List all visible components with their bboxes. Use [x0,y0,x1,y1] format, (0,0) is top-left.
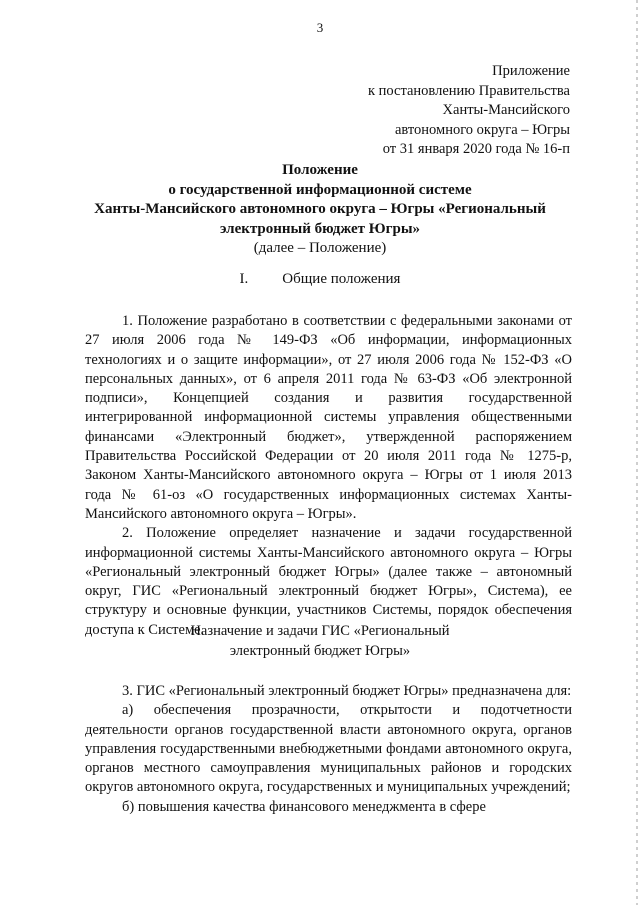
document-title [0,161,640,259]
title-line: Положение [282,162,358,178]
paragraph: 2. Положение определяет назначение и задачи государственной информационной системы Ханты-Мансийского автономного округа – Югры «Региональный электронный бюджет Югры» (далее также – автономный округ, ГИС «Региональный электронный бюджет Югры», Система), ее структуру и основные функции, участников Системы, порядок обеспечения доступа к Системе. [85,525,572,638]
section-title: Общие положения [282,271,401,287]
title-line: Ханты-Мансийского автономного округа – Югры «Региональный [94,201,546,217]
appendix-line: от 31 января 2020 года № 16-п [382,141,570,157]
paragraph: 3. ГИС «Региональный электронный бюджет Югры» предназначена для: [122,683,572,699]
list-item: а) обеспечения прозрачности, открытости и подотчетности деятельности органов государственной власти автономного округа, органов управления государственными внебюджетными фондами автономного округа, органов местного самоуправления муниципальных районов и городских округов автономного округа, государственных и муниципальных учреждений; [85,702,572,796]
title-note: (далее – Положение) [253,240,387,256]
body-block-2 [85,682,572,817]
list-item: б) повышения качества финансового менеджмента в сфере [122,798,486,815]
appendix-line: Приложение [492,63,570,79]
title-line: о государственной информационной системе [168,181,472,198]
page-number: 3 [316,20,324,35]
appendix-line: к постановлению Правительства [368,82,570,99]
body-block-1 [85,312,572,640]
section-number: I. [239,271,249,287]
appendix-block [368,62,570,160]
title-line: электронный бюджет Югры» [219,220,421,237]
section-heading [0,271,640,288]
subsection-line: Назначение и задачи ГИС «Региональный [190,623,450,639]
paragraph: 1. Положение разработано в соответствии с федеральными законами от 27 июля 2006 года № 149-ФЗ «Об информации, информационных технологиях и о защите информации», от 27 июля 2006 года № 152-ФЗ «О персональных данных», от 6 апреля 2011 года № 63-ФЗ «Об электронной подписи», Концепцией создания и развития государственной интегрированной информационной системы управления общественными финансами «Электронный бюджет», утвержденной распоряжением Правительства Российской Федерации от 20 июля 2011 года № 1275-р, Законом Ханты-Мансийского автономного округа – Югры от 1 июля 2013 года № 61-оз «О государственных информационных системах Ханты-Мансийского автономного округа – Югры». [85,313,572,522]
appendix-line: Ханты-Мансийского [442,102,570,118]
scan-edge [636,0,638,905]
appendix-line: автономного округа – Югры [394,121,570,138]
subsection-line: электронный бюджет Югры» [229,642,411,659]
subsection-heading [0,622,640,661]
